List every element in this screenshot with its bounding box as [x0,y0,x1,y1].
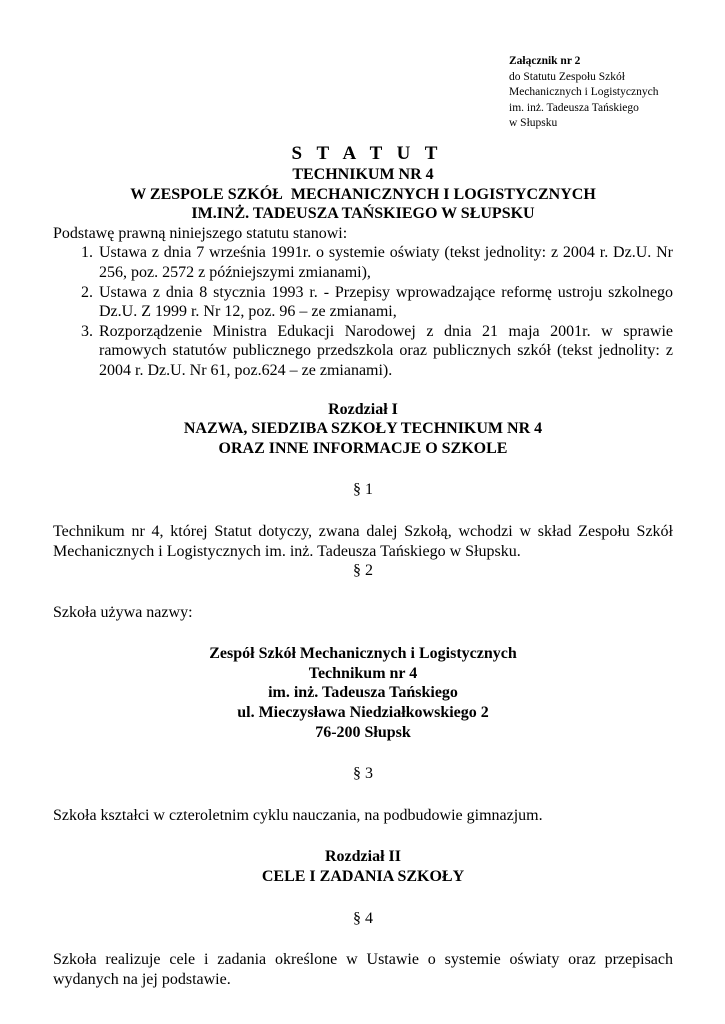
chapter-1-label: Rozdział I [328,400,398,418]
annex-line: do Statutu Zespołu Szkół [509,70,625,83]
annex-line: im. inż. Tadeusza Tańskiego [509,101,639,114]
school-name-line: Zespół Szkół Mechanicznych i Logistycznych [209,645,517,663]
legal-basis-item: 1. Ustawa z dnia 7 września 1991r. o systemie oświaty (tekst jednolity: z 2004 r. Dz.U. Nr 256, poz. 2572 z późniejszymi zmianami), [97,243,673,282]
school-address-line: ul. Mieczysława Niedziałkowskiego 2 [237,704,489,722]
paragraph-4-text: Szkoła realizuje cele i zadania określone w Ustawie o systemie oświaty oraz przepisach wydanych na jej podstawie. [53,951,673,988]
paragraph-1-text: Technikum nr 4, której Statut dotyczy, zwana dalej Szkołą, wchodzi w skład Zespołu Szkół Mechanicznych i Logistycznych im. inż. Tadeusza Tańskiego w Słupsku. [53,522,673,560]
chapter-2-title: CELE I ZADANIA SZKOŁY [261,868,465,886]
annex-title: Załącznik nr 2 [509,55,581,67]
paragraph-1-label: § 1 [353,481,373,499]
paragraph-4-label: § 4 [353,909,373,927]
chapter-1-title-line-2: ORAZ INNE INFORMACJE O SZKOLE [218,439,508,457]
paragraph-2-label: § 2 [353,562,373,580]
statute-subtitle-1: TECHNIKUM NR 4 [292,166,434,183]
legal-basis-intro: Podstawę prawną niniejszego statutu stanowi: [53,224,348,242]
statute-subtitle-3: IM.INŻ. TADEUSZA TAŃSKIEGO W SŁUPSKU [191,205,535,223]
chapter-2-label: Rozdział II [325,848,401,866]
annex-line: w Słupsku [509,117,558,129]
statute-title: S T A T U T [291,143,443,164]
legal-basis-item: 3. Rozporządzenie Ministra Edukacji Narodowej z dnia 21 maja 2001r. w sprawie ramowych statutów publicznego przedszkola oraz publicznych szkół (tekst jednolity: z 2004 r. Dz.U. Nr 61, poz.624 – ze zmianami). [97,322,673,381]
annex-note [509,54,709,132]
annex-line: Mechanicznych i Logistycznych [509,86,659,98]
legal-basis-item: 2. Ustawa z dnia 8 stycznia 1993 r. - Przepisy wprowadzające reformę ustroju szkolnego Dz.U. Z 1999 r. Nr 12, poz. 96 – ze zmianami, [97,283,673,322]
school-name-line: im. inż. Tadeusza Tańskiego [268,684,458,702]
paragraph-3-label: § 3 [353,765,373,783]
document-body [53,143,673,989]
paragraph-3-text: Szkoła kształci w czteroletnim cyklu nauczania, na podbudowie gimnazjum. [53,806,543,824]
paragraph-2-text: Szkoła używa nazwy: [53,603,193,621]
school-address-line: 76-200 Słupsk [315,723,411,741]
chapter-1-title-line-1: NAZWA, SIEDZIBA SZKOŁY TECHNIKUM NR 4 [183,420,543,438]
legal-basis-list [53,243,673,380]
statute-subtitle-2: W ZESPOLE SZKÓŁ MECHANICZNYCH I LOGISTYCZNYCH [130,185,596,203]
school-name-line: Technikum nr 4 [308,664,418,682]
